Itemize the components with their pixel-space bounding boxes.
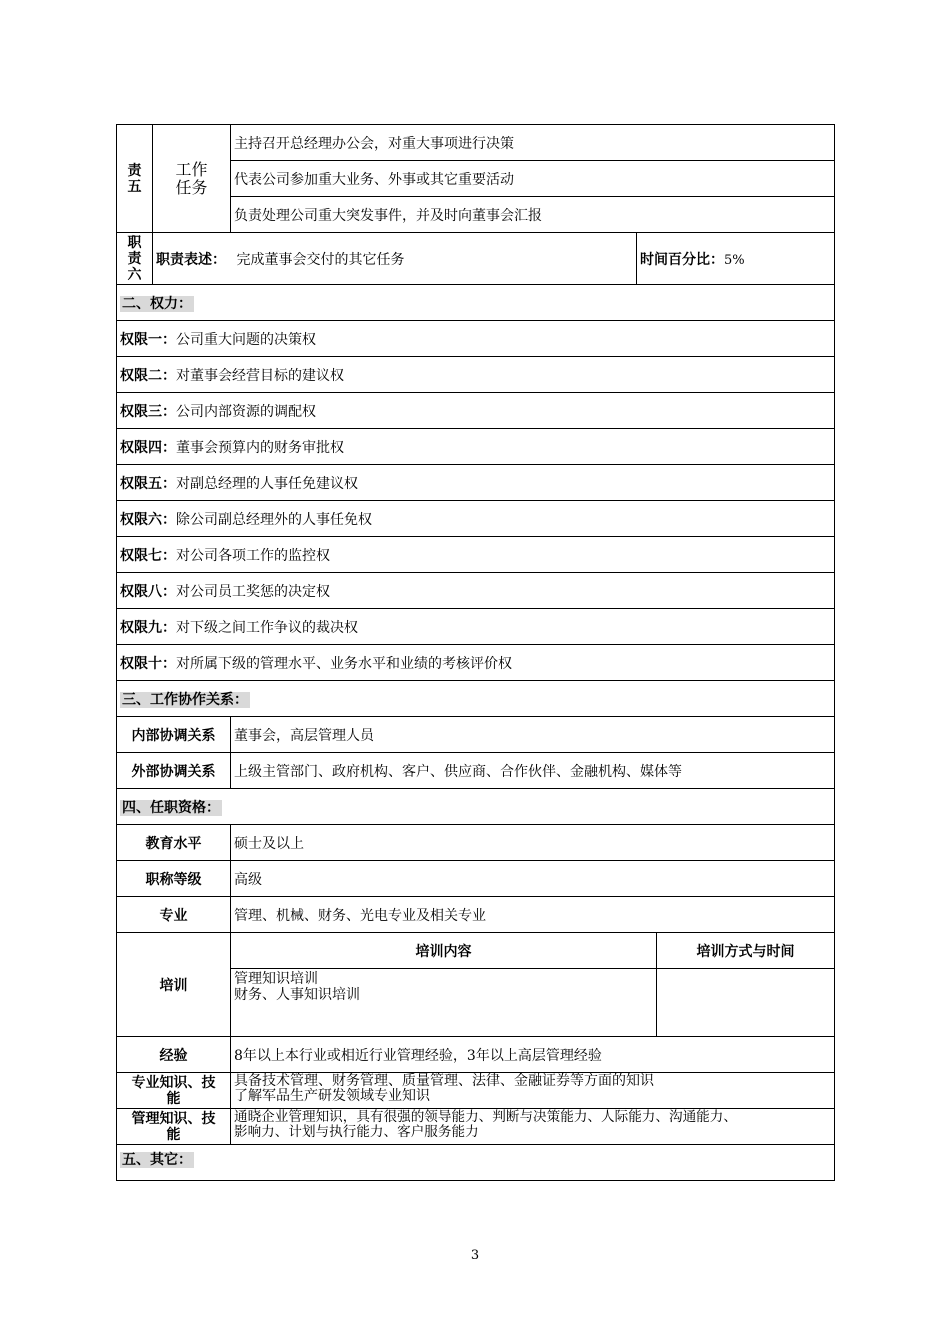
authority-text: 对公司各项工作的监控权 bbox=[176, 547, 330, 564]
duty6-row bbox=[117, 233, 835, 285]
other-heading-text: 五、其它： bbox=[122, 1152, 192, 1168]
task-label-line-1: 工作 bbox=[175, 159, 208, 179]
training-content-header: 培训内容 bbox=[231, 933, 657, 969]
title-level-label: 职称等级 bbox=[117, 861, 231, 897]
authority-label: 权限四： bbox=[120, 439, 176, 456]
skills-line: 具备技术管理、财务管理、质量管理、法律、金融证券等方面的知识 bbox=[234, 1073, 654, 1089]
mgmt-skills-line: 影响力、计划与执行能力、客户服务能力 bbox=[234, 1124, 479, 1140]
duty6-desc-label: 职责表述： bbox=[156, 251, 226, 268]
skills-label-line-1: 专业知识、技 bbox=[131, 1074, 216, 1091]
section-heading-other bbox=[117, 1145, 835, 1181]
authority-row bbox=[117, 429, 835, 465]
section-heading-qualifications bbox=[117, 789, 835, 825]
skills-label bbox=[117, 1073, 231, 1109]
duty6-time bbox=[637, 233, 835, 285]
education-value: 硕士及以上 bbox=[231, 825, 835, 861]
duty5-task-label bbox=[153, 125, 231, 233]
duty5-task-1: 主持召开总经理办公会，对重大事项进行决策 bbox=[231, 125, 835, 161]
duty5-task-row bbox=[117, 125, 835, 161]
mgmt-skills-label bbox=[117, 1109, 231, 1145]
title-level-row bbox=[117, 861, 835, 897]
authority-label: 权限三： bbox=[120, 403, 176, 420]
authority-text: 公司重大问题的决策权 bbox=[176, 331, 316, 348]
mgmt-label-line-1: 管理知识、技 bbox=[131, 1110, 216, 1127]
authority-text: 对公司员工奖惩的决定权 bbox=[176, 583, 330, 600]
authority-item-10 bbox=[117, 645, 835, 681]
duty6-time-label: 时间百分比： bbox=[640, 251, 724, 268]
authority-label: 权限六： bbox=[120, 511, 176, 528]
authority-item-3 bbox=[117, 393, 835, 429]
training-content bbox=[231, 969, 657, 1037]
education-row bbox=[117, 825, 835, 861]
mgmt-label-line-2: 能 bbox=[166, 1126, 181, 1143]
authority-text: 对下级之间工作争议的裁决权 bbox=[176, 619, 358, 636]
training-item: 管理知识培训 bbox=[234, 971, 318, 987]
job-description-table bbox=[116, 124, 835, 1181]
duty5-label-char-1: 责 bbox=[127, 162, 142, 179]
authority-label: 权限七： bbox=[120, 547, 176, 564]
mgmt-skills-line: 通晓企业管理知识，具有很强的领导能力、判断与决策能力、人际能力、沟通能力、 bbox=[234, 1109, 737, 1125]
duty5-task-2: 代表公司参加重大业务、外事或其它重要活动 bbox=[231, 161, 835, 197]
authority-row bbox=[117, 393, 835, 429]
authority-row bbox=[117, 537, 835, 573]
authority-item-5 bbox=[117, 465, 835, 501]
authority-item-9 bbox=[117, 609, 835, 645]
internal-relation-value: 董事会，高层管理人员 bbox=[231, 717, 835, 753]
section-4-row bbox=[117, 789, 835, 825]
duty6-time-value: 5% bbox=[724, 252, 745, 268]
authority-heading-text: 二、权力： bbox=[122, 295, 192, 312]
experience-value: 8年以上本行业或相近行业管理经验，3年以上高层管理经验 bbox=[231, 1037, 835, 1073]
internal-relation-label: 内部协调关系 bbox=[117, 717, 231, 753]
authority-row bbox=[117, 609, 835, 645]
duty6-label-char-1: 职 bbox=[127, 234, 142, 251]
authority-text: 对副总经理的人事任免建议权 bbox=[176, 475, 358, 492]
authority-label: 权限五： bbox=[120, 475, 176, 492]
duty6-label bbox=[117, 233, 153, 285]
experience-label: 经验 bbox=[117, 1037, 231, 1073]
job-description-document bbox=[116, 124, 834, 1181]
duty6-label-char-2: 责 bbox=[127, 250, 142, 267]
authority-row bbox=[117, 357, 835, 393]
authority-label: 权限二： bbox=[120, 367, 176, 384]
mgmt-skills-value bbox=[231, 1109, 835, 1145]
authority-item-1 bbox=[117, 321, 835, 357]
title-level-value: 高级 bbox=[231, 861, 835, 897]
skills-label-line-2: 能 bbox=[166, 1090, 181, 1107]
section-heading-authority bbox=[117, 285, 835, 321]
training-item: 财务、人事知识培训 bbox=[234, 987, 360, 1003]
section-2-row bbox=[117, 285, 835, 321]
authority-row bbox=[117, 321, 835, 357]
duty6-desc-text: 完成董事会交付的其它任务 bbox=[236, 251, 405, 268]
relations-heading-text: 三、工作协作关系： bbox=[122, 691, 248, 708]
qualifications-heading-text: 四、任职资格： bbox=[122, 799, 220, 816]
task-label-line-2: 任务 bbox=[175, 177, 208, 197]
page-number: 3 bbox=[470, 1248, 480, 1263]
skills-row bbox=[117, 1073, 835, 1109]
major-label: 专业 bbox=[117, 897, 231, 933]
experience-row bbox=[117, 1037, 835, 1073]
authority-row bbox=[117, 501, 835, 537]
section-5-row bbox=[117, 1145, 835, 1181]
authority-item-7 bbox=[117, 537, 835, 573]
training-header-row bbox=[117, 933, 835, 969]
external-relation-label: 外部协调关系 bbox=[117, 753, 231, 789]
authority-label: 权限十： bbox=[120, 655, 176, 672]
training-method bbox=[657, 969, 835, 1037]
authority-text: 除公司副总经理外的人事任免权 bbox=[176, 511, 372, 528]
mgmt-skills-row bbox=[117, 1109, 835, 1145]
authority-row bbox=[117, 465, 835, 501]
external-relation-value: 上级主管部门、政府机构、客户、供应商、合作伙伴、金融机构、媒体等 bbox=[231, 753, 835, 789]
authority-row bbox=[117, 645, 835, 681]
authority-item-2 bbox=[117, 357, 835, 393]
authority-text: 公司内部资源的调配权 bbox=[176, 403, 316, 420]
duty5-label-char-2: 五 bbox=[127, 178, 142, 195]
authority-label: 权限八： bbox=[120, 583, 176, 600]
major-value: 管理、机械、财务、光电专业及相关专业 bbox=[231, 897, 835, 933]
training-label: 培训 bbox=[117, 933, 231, 1037]
authority-text: 对董事会经营目标的建议权 bbox=[176, 367, 344, 384]
major-row bbox=[117, 897, 835, 933]
training-method-header: 培训方式与时间 bbox=[657, 933, 835, 969]
duty5-label bbox=[117, 125, 153, 233]
authority-label: 权限一： bbox=[120, 331, 176, 348]
section-heading-relations bbox=[117, 681, 835, 717]
section-3-row bbox=[117, 681, 835, 717]
duty6-description bbox=[153, 233, 637, 285]
duty6-label-char-3: 六 bbox=[127, 266, 142, 283]
authority-item-6 bbox=[117, 501, 835, 537]
duty5-task-3: 负责处理公司重大突发事件，并及时向董事会汇报 bbox=[231, 197, 835, 233]
external-relation-row bbox=[117, 753, 835, 789]
authority-text: 对所属下级的管理水平、业务水平和业绩的考核评价权 bbox=[176, 655, 512, 672]
authority-item-8 bbox=[117, 573, 835, 609]
internal-relation-row bbox=[117, 717, 835, 753]
authority-label: 权限九： bbox=[120, 619, 176, 636]
authority-item-4 bbox=[117, 429, 835, 465]
authority-row bbox=[117, 573, 835, 609]
authority-text: 董事会预算内的财务审批权 bbox=[176, 439, 344, 456]
skills-line: 了解军品生产研发领域专业知识 bbox=[234, 1088, 430, 1104]
skills-value bbox=[231, 1073, 835, 1109]
education-label: 教育水平 bbox=[117, 825, 231, 861]
